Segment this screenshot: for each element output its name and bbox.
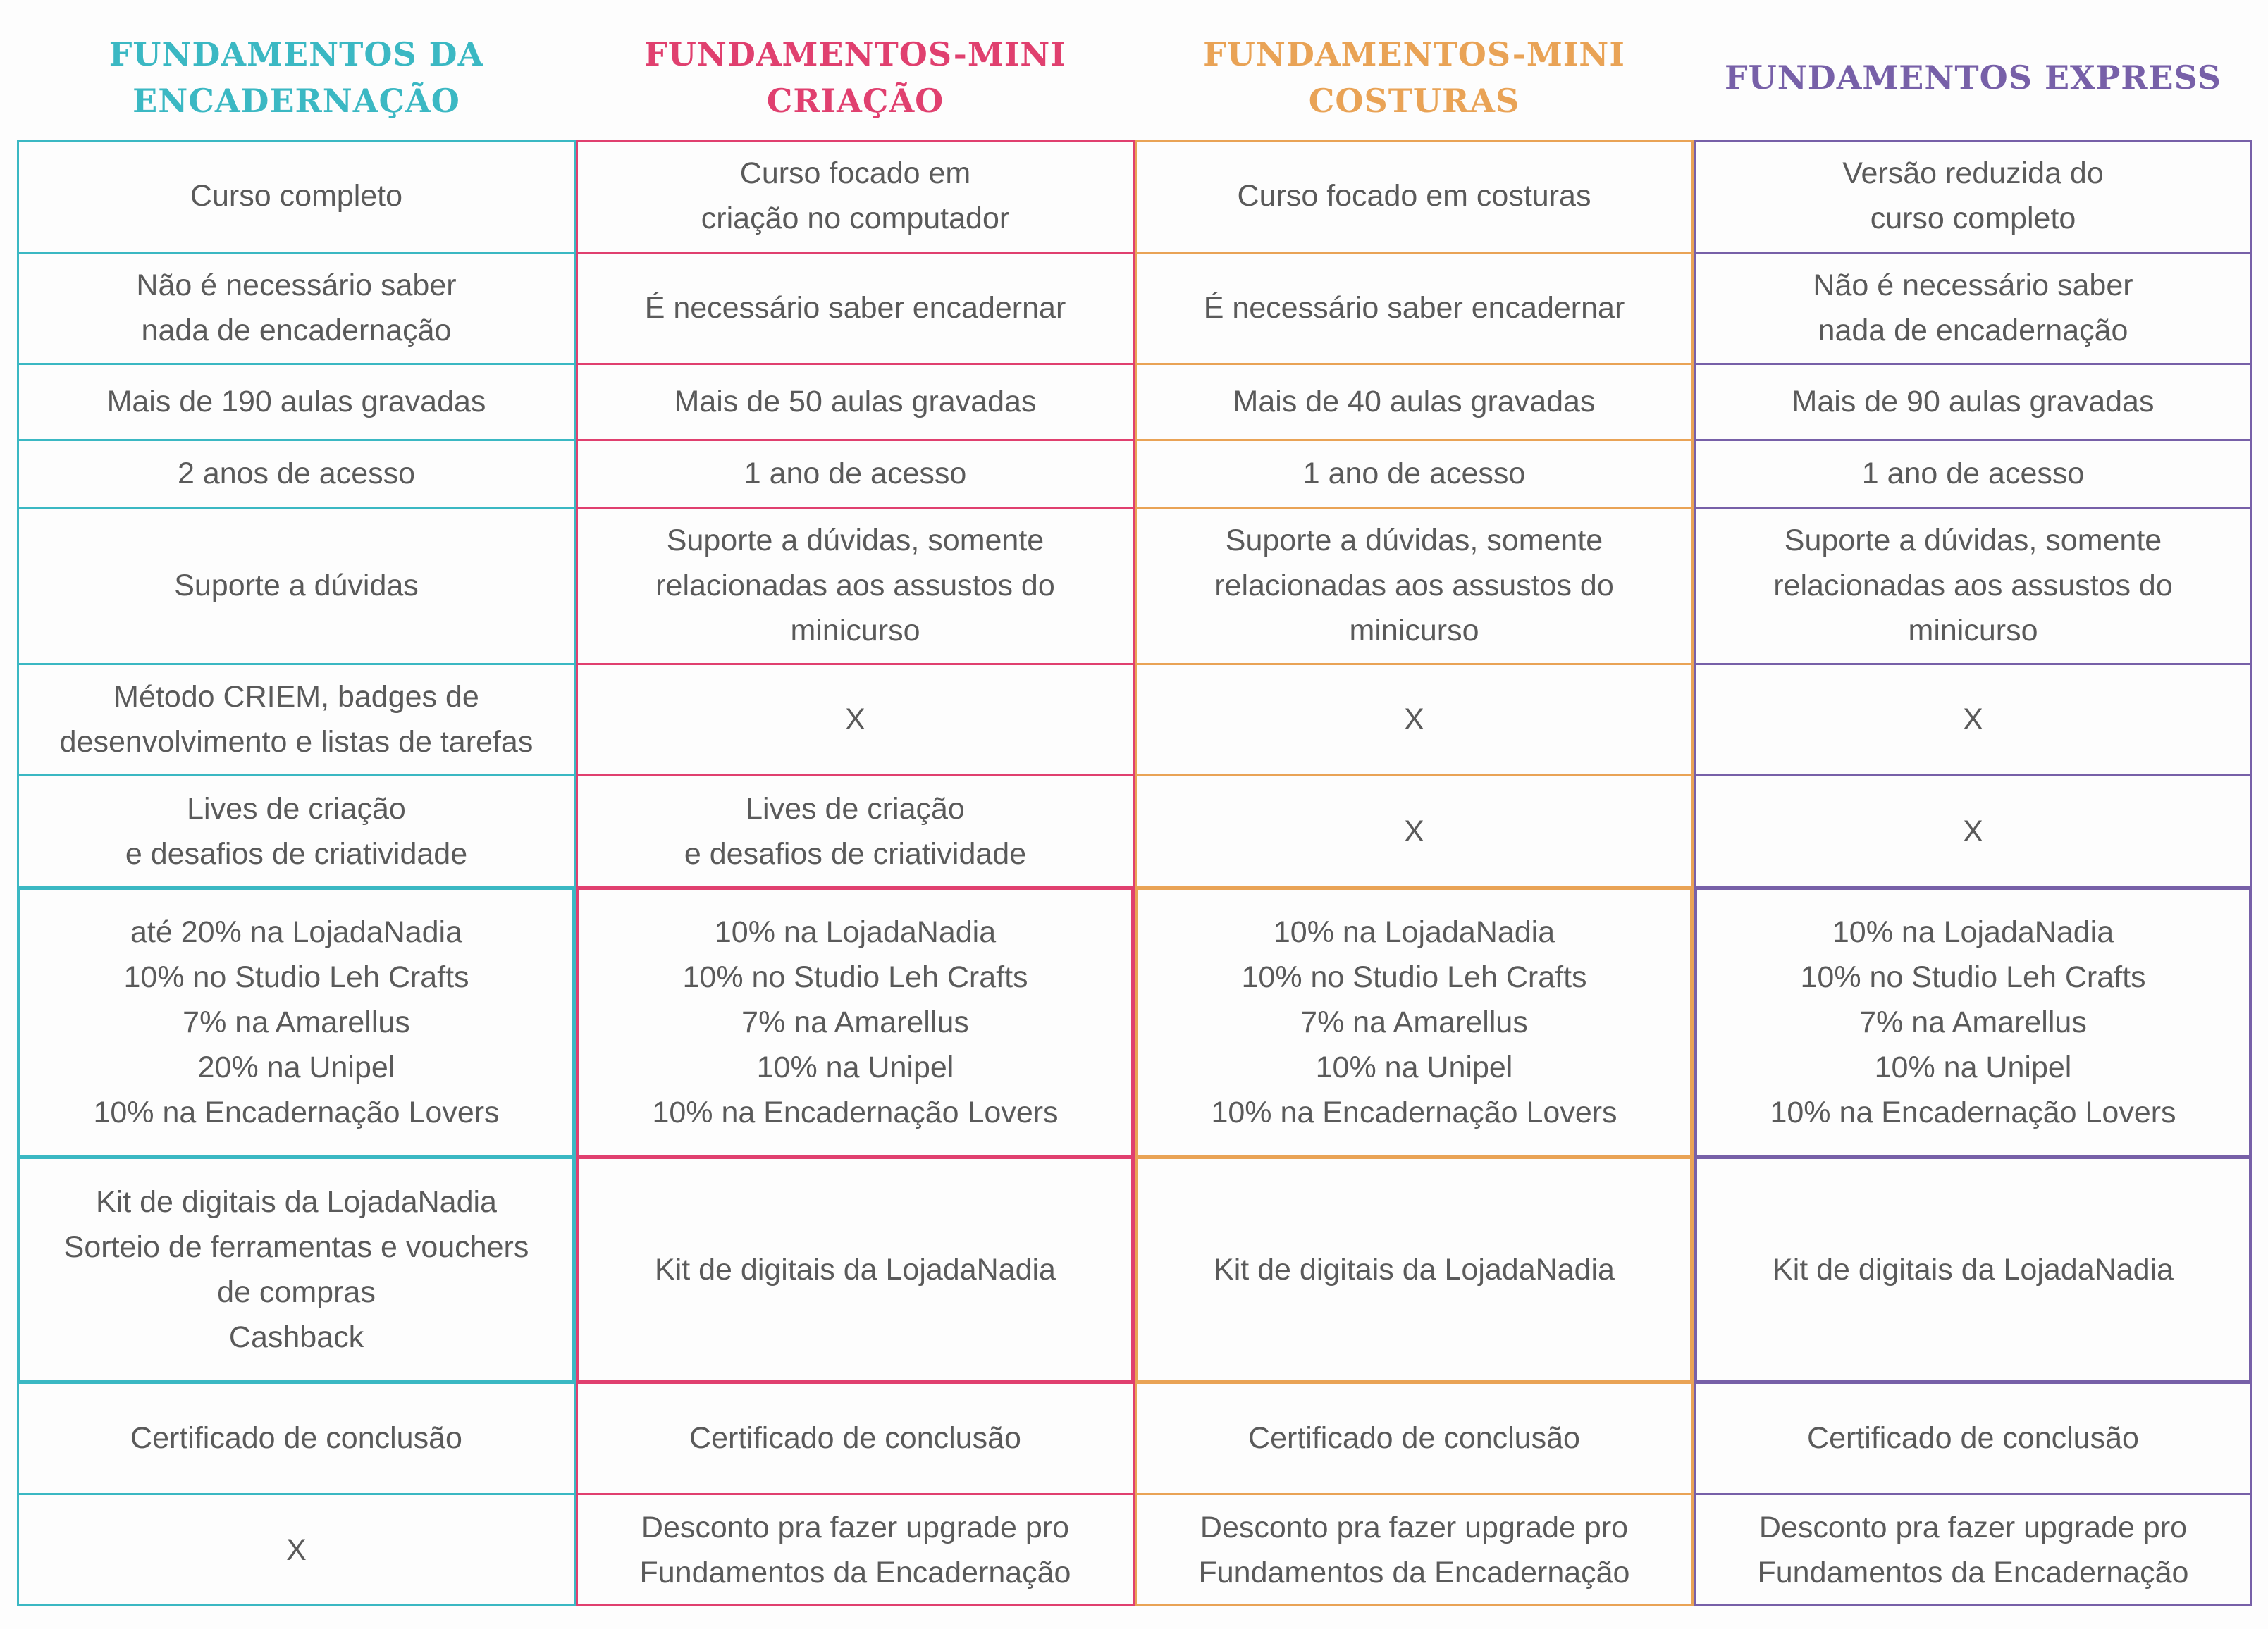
column-2 — [576, 140, 1135, 1606]
plan-headers — [17, 21, 2252, 134]
table-cell: Suporte a dúvidas, somente relacionadas aos assustos do minicurso — [1773, 524, 2173, 648]
table-cell: Curso focado em criação no computador — [701, 156, 1010, 235]
header-fundamentos-mini-costuras: FUNDAMENTOS-MINI COSTURAS — [1203, 35, 1625, 120]
table-cell: X — [1963, 702, 1983, 736]
table-cell: Não é necessário saber nada de encadernação — [1813, 268, 2133, 347]
comparison-table — [17, 140, 2252, 1606]
table-cell: Suporte a dúvidas — [174, 569, 419, 602]
table-cell: Kit de digitais da LojadaNadia — [1773, 1253, 2174, 1287]
table-cell: X — [845, 702, 865, 736]
table-cell: 10% na LojadaNadia 10% no Studio Leh Crafts 7% na Amarellus 10% na Unipel 10% na Encadernação Lovers — [1211, 915, 1617, 1129]
table-cell: 10% na LojadaNadia 10% no Studio Leh Crafts 7% na Amarellus 10% na Unipel 10% na Encadernação Lovers — [1770, 915, 2176, 1129]
table-cell: Certificado de conclusão — [1807, 1421, 2139, 1455]
table-cell: 10% na LojadaNadia 10% no Studio Leh Crafts 7% na Amarellus 10% na Unipel 10% na Encadernação Lovers — [652, 915, 1059, 1129]
table-cell: 1 ano de acesso — [1861, 457, 2085, 490]
table-cell: X — [1404, 702, 1424, 736]
header-fundamentos-express: FUNDAMENTOS EXPRESS — [1724, 58, 2222, 97]
table-cell: Desconto pra fazer upgrade pro Fundamentos da Encadernação — [1757, 1511, 2189, 1590]
table-cell: Desconto pra fazer upgrade pro Fundamentos da Encadernação — [639, 1511, 1071, 1590]
table-cell: 2 anos de acesso — [177, 457, 416, 490]
header-fundamentos-mini-criacao: FUNDAMENTOS-MINI CRIAÇÃO — [644, 35, 1066, 120]
table-cell: X — [1963, 814, 1983, 848]
table-cell: Mais de 90 aulas gravadas — [1792, 385, 2155, 419]
table-cell: Não é necessário saber nada de encadernação — [136, 268, 457, 347]
table-cell: X — [286, 1533, 307, 1567]
table-cell: até 20% na LojadaNadia 10% no Studio Leh Crafts 7% na Amarellus 20% na Unipel 10% na Encadernação Lovers — [93, 915, 500, 1129]
table-cell: Certificado de conclusão — [689, 1421, 1021, 1455]
table-cell: Curso focado em costuras — [1237, 179, 1591, 213]
table-cell: Mais de 40 aulas gravadas — [1233, 385, 1596, 419]
table-cell: Curso completo — [190, 179, 403, 213]
column-4 — [1694, 140, 2252, 1606]
table-cell: Método CRIEM, badges de desenvolvimento e listas de tarefas — [59, 680, 534, 759]
column-1 — [17, 140, 576, 1606]
table-cell: Mais de 50 aulas gravadas — [674, 385, 1037, 419]
table-cell: Certificado de conclusão — [130, 1421, 462, 1455]
table-cell: 1 ano de acesso — [744, 457, 967, 490]
table-cell: É necessário saber encadernar — [1203, 291, 1625, 325]
header-fundamentos-encadernacao: FUNDAMENTOS DA ENCADERNAÇÃO — [109, 35, 484, 120]
table-cell: Kit de digitais da LojadaNadia — [655, 1253, 1056, 1287]
table-cell: Kit de digitais da LojadaNadia — [1214, 1253, 1615, 1287]
column-3 — [1135, 140, 1694, 1606]
table-cell: Lives de criação e desafios de criatividade — [125, 792, 468, 871]
table-cell: X — [1404, 814, 1424, 848]
table-cell: Suporte a dúvidas, somente relacionadas aos assustos do minicurso — [655, 524, 1055, 648]
table-cell: É necessário saber encadernar — [644, 291, 1066, 325]
table-cell: Desconto pra fazer upgrade pro Fundamentos da Encadernação — [1198, 1511, 1630, 1590]
table-cell: Versão reduzida do curso completo — [1842, 156, 2104, 235]
table-cell: 1 ano de acesso — [1302, 457, 1526, 490]
table-cell: Kit de digitais da LojadaNadia Sorteio de ferramentas e vouchers de compras Cashback — [63, 1185, 529, 1354]
table-cell: Lives de criação e desafios de criatividade — [684, 792, 1027, 871]
table-cell: Mais de 190 aulas gravadas — [106, 385, 486, 419]
table-cell: Certificado de conclusão — [1248, 1421, 1580, 1455]
table-cell: Suporte a dúvidas, somente relacionadas aos assustos do minicurso — [1214, 524, 1614, 648]
